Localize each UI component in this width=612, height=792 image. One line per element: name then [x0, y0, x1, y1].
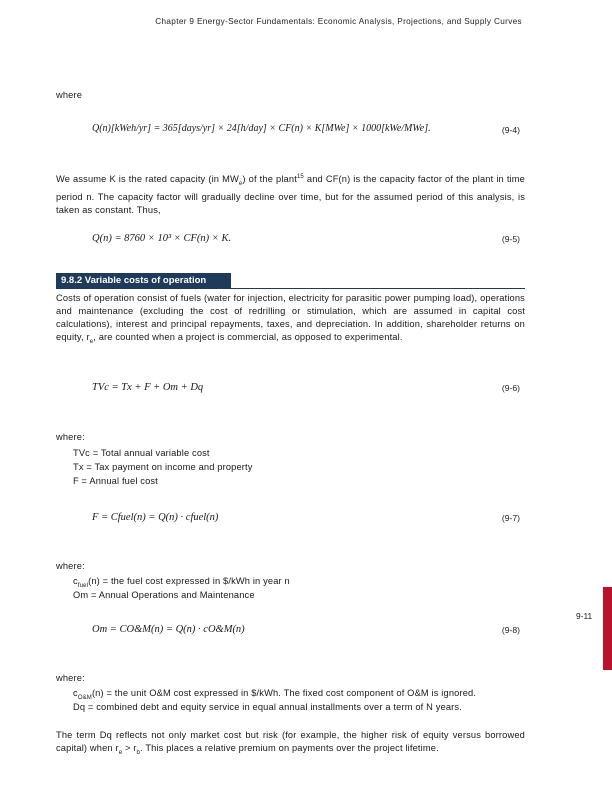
paragraph-dq: The term Dq reflects not only market cost but risk (for example, the higher risk of equity versus borrowed capital) when $r_e > r_b$. This places a relative premium on payments over the project lifetime.	[56, 730, 525, 756]
definition-om: Om = Annual Operations and Maintenance	[73, 590, 255, 600]
running-header: Chapter 9 Energy-Sector Fundamentals: Economic Analysis, Projections, and Supply Curves	[155, 17, 522, 26]
definition-com: $c_{O\&M}(n)$ = the unit O&M cost expressed in $/kWh. The fixed cost component of O&M is ignored.	[73, 688, 477, 701]
equation-9-7: F = Cfuel(n) = Q(n) · cfuel(n)	[92, 512, 219, 523]
section-heading: 9.8.2 Variable costs of operation	[56, 273, 231, 288]
equation-number-9-8: (9-8)	[501, 625, 520, 635]
definition-f: F = Annual fuel cost	[73, 476, 158, 486]
where-label: where:	[56, 432, 85, 442]
page-number: 9-11	[576, 611, 593, 621]
section-rule	[56, 288, 525, 289]
definition-tvc: TVc = Total annual variable cost	[73, 448, 210, 458]
chapter-thumb-tab	[603, 587, 612, 670]
where-label: where:	[56, 561, 85, 571]
paragraph-capacity: We assume K is the rated capacity (in $MW_e$) of the plant$^{15}$ and CF(n) is the capacity factor of the plant in time period n. The capacity factor will gradually decline over time, but for the assumed period of this analysis, is taken as constant. Thus,	[56, 174, 525, 215]
equation-number-9-4: (9-4)	[501, 125, 520, 135]
paragraph-costs: Costs of operation consist of fuels (water for injection, electricity for parasitic power pumping load), operations and maintenance (excluding the cost of redrilling or stimulation, which are assumed in capital cost calculations), interest and principal repayments, taxes, and depreciation. In addition, shareholder returns on equity, $r_e$, are counted when a project is commercial, as opposed to experimental.	[56, 293, 525, 345]
equation-9-5: Q(n) = 8760 × 10³ × CF(n) × K.	[92, 233, 232, 244]
equation-9-6: TVc = Tx + F + Om + Dq	[92, 382, 204, 393]
definition-tx: Tx = Tax payment on income and property	[73, 462, 253, 472]
equation-9-8: Om = CO&M(n) = Q(n) · cO&M(n)	[92, 624, 245, 635]
definition-dq: Dq = combined debt and equity service in equal annual installments over a term of N years.	[73, 702, 462, 712]
definition-cfuel: $c_{fuel}(n)$ = the fuel cost expressed in $/kWh in year n	[73, 576, 290, 589]
equation-number-9-6: (9-6)	[501, 383, 520, 393]
equation-number-9-5: (9-5)	[501, 234, 520, 244]
equation-9-4: Q(n)[kWeh/yr] = 365[days/yr] × 24[h/day] × CF(n) × K[MWe] × 1000[kWe/MWe].	[92, 123, 431, 134]
equation-number-9-7: (9-7)	[501, 513, 520, 523]
where-label: where:	[56, 673, 85, 683]
where-label: where	[56, 90, 83, 100]
